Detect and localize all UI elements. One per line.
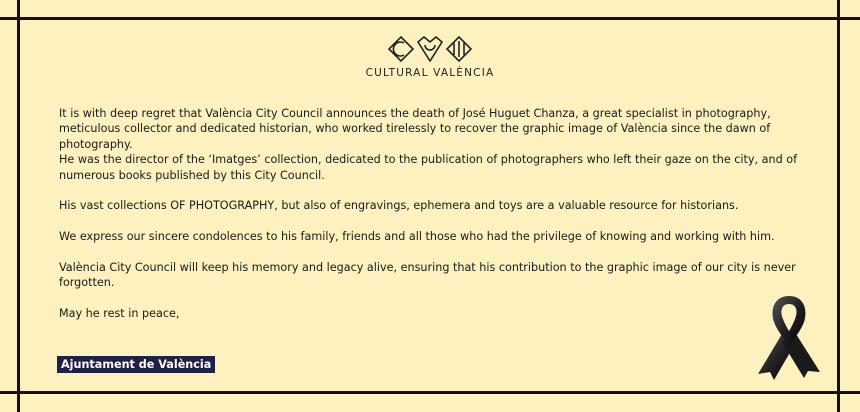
logo-text: CULTURAL VALÈNCIA xyxy=(365,67,495,79)
paragraph-rest-in-peace: May he rest in peace, xyxy=(59,307,180,321)
paragraph-condolences: We express our sincere condolences to his family, friends and all those who had the privilege of knowing and working with him. xyxy=(59,230,775,244)
logo xyxy=(0,36,860,79)
paragraph-collections: His vast collections OF PHOTOGRAPHY, but also of engravings, ephemera and toys are a valuable resource for historians. xyxy=(59,199,739,213)
announcement-body xyxy=(59,106,809,322)
paragraph-director: He was the director of the ‘Imatges’ collection, dedicated to the publication of photographers who left their gaze on the city, and of numerous books published by this City Council. xyxy=(59,153,798,182)
mourning-ribbon-icon xyxy=(752,294,826,380)
signature-badge: Ajuntament de València xyxy=(57,356,215,373)
frame-line-bottom xyxy=(0,391,860,394)
frame-line-top xyxy=(0,17,860,20)
paragraph-legacy: València City Council will keep his memory and legacy alive, ensuring that his contribution to the graphic image of our city is never forgotten. xyxy=(59,261,796,290)
cultural-valencia-logo-icon xyxy=(388,36,472,62)
paragraph-announcement: It is with deep regret that València City Council announces the death of José Huguet Chanza, a great specialist in photography, meticulous collector and dedicated historian, who worked tirelessly to recover the graphic image of València since the dawn of photography. xyxy=(59,107,771,151)
